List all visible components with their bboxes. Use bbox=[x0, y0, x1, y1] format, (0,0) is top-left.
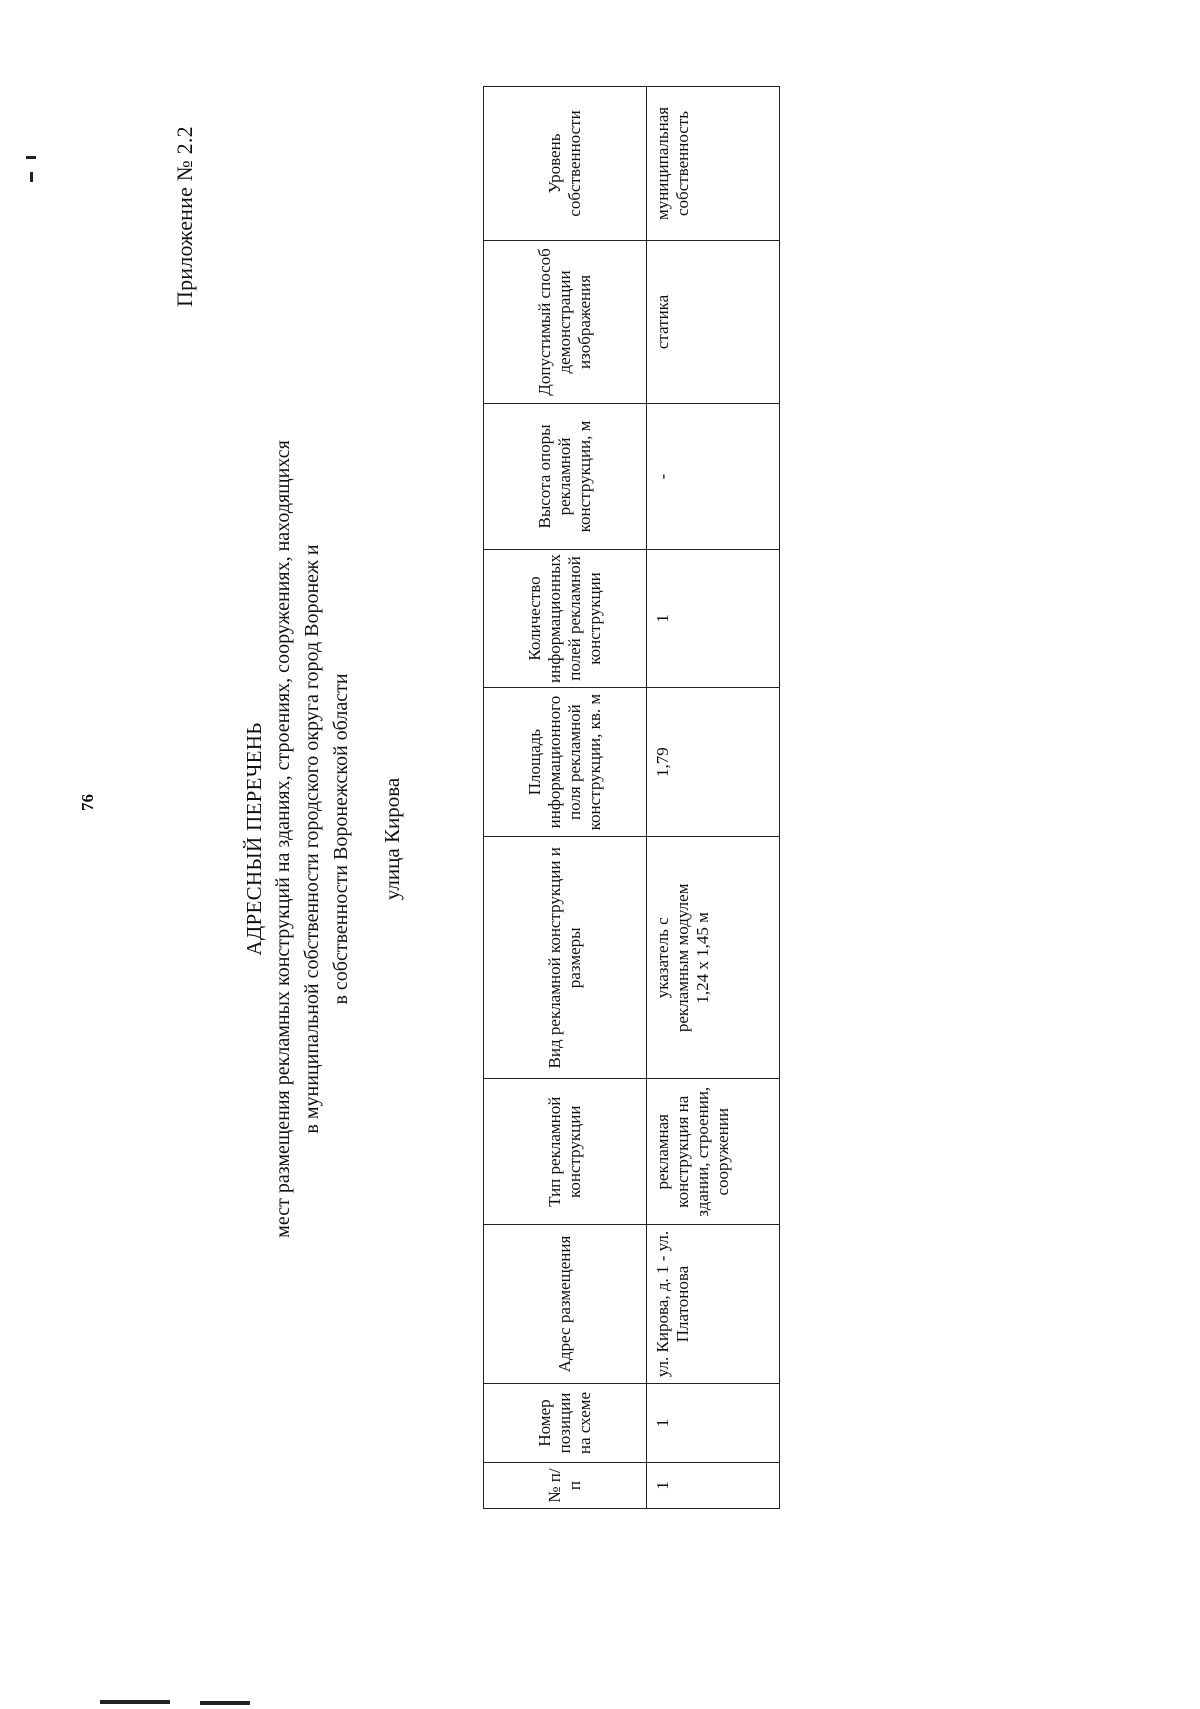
header-area: Площадь информационного поля рекламной конструкции, кв. м bbox=[484, 687, 647, 836]
cell-fields: 1 bbox=[647, 550, 780, 688]
title-line-3: в собственности Воронежской области bbox=[330, 673, 352, 1005]
cell-method: статика bbox=[647, 240, 780, 403]
address-list-table bbox=[483, 86, 780, 1509]
scan-mark-top bbox=[26, 156, 36, 159]
cell-position: 1 bbox=[647, 1383, 780, 1462]
appendix-label: Приложение № 2.2 bbox=[172, 126, 197, 307]
street-name: улица Кирова bbox=[380, 777, 404, 901]
header-fields: Количество информационных полей рекламной конструкции bbox=[484, 550, 647, 688]
header-ownership: Уровень собственности bbox=[484, 87, 647, 241]
cell-area: 1,79 bbox=[647, 687, 780, 836]
header-num: № п/п bbox=[484, 1463, 647, 1509]
title-line-2: в муниципальной собственности городского округа город Воронеж и bbox=[301, 544, 323, 1134]
header-address: Адрес размещения bbox=[484, 1225, 647, 1384]
scan-mark-bottom bbox=[100, 1700, 170, 1704]
title-line-1: мест размещения рекламных конструкций на зданиях, строениях, сооружениях, находящихся bbox=[272, 440, 294, 1238]
header-height: Высота опоры рекламной конструкции, м bbox=[484, 403, 647, 549]
header-kind: Вид рекламной конструкции и размеры bbox=[484, 837, 647, 1079]
cell-num: 1 bbox=[647, 1463, 780, 1509]
scan-mark-top-2 bbox=[30, 172, 33, 182]
table-header-row bbox=[484, 87, 647, 1509]
scan-mark-bottom-2 bbox=[200, 1701, 250, 1705]
header-method: Допустимый способ демонстрации изображения bbox=[484, 240, 647, 403]
cell-type: рекламная конструкция на здании, строении, сооружении bbox=[647, 1079, 780, 1225]
page-number: 76 bbox=[78, 794, 97, 811]
header-position: Номер позиции на схеме bbox=[484, 1383, 647, 1462]
title-main: АДРЕСНЫЙ ПЕРЕЧЕНЬ bbox=[242, 722, 266, 956]
table-row bbox=[647, 87, 780, 1509]
cell-kind: указатель с рекламным модулем 1,24 х 1,45 м bbox=[647, 837, 780, 1079]
cell-height: - bbox=[647, 403, 780, 549]
cell-ownership: муниципальная собственность bbox=[647, 87, 780, 241]
header-type: Тип рекламной конструкции bbox=[484, 1079, 647, 1225]
document-title bbox=[240, 339, 356, 1339]
cell-address: ул. Кирова, д. 1 - ул. Платонова bbox=[647, 1225, 780, 1384]
